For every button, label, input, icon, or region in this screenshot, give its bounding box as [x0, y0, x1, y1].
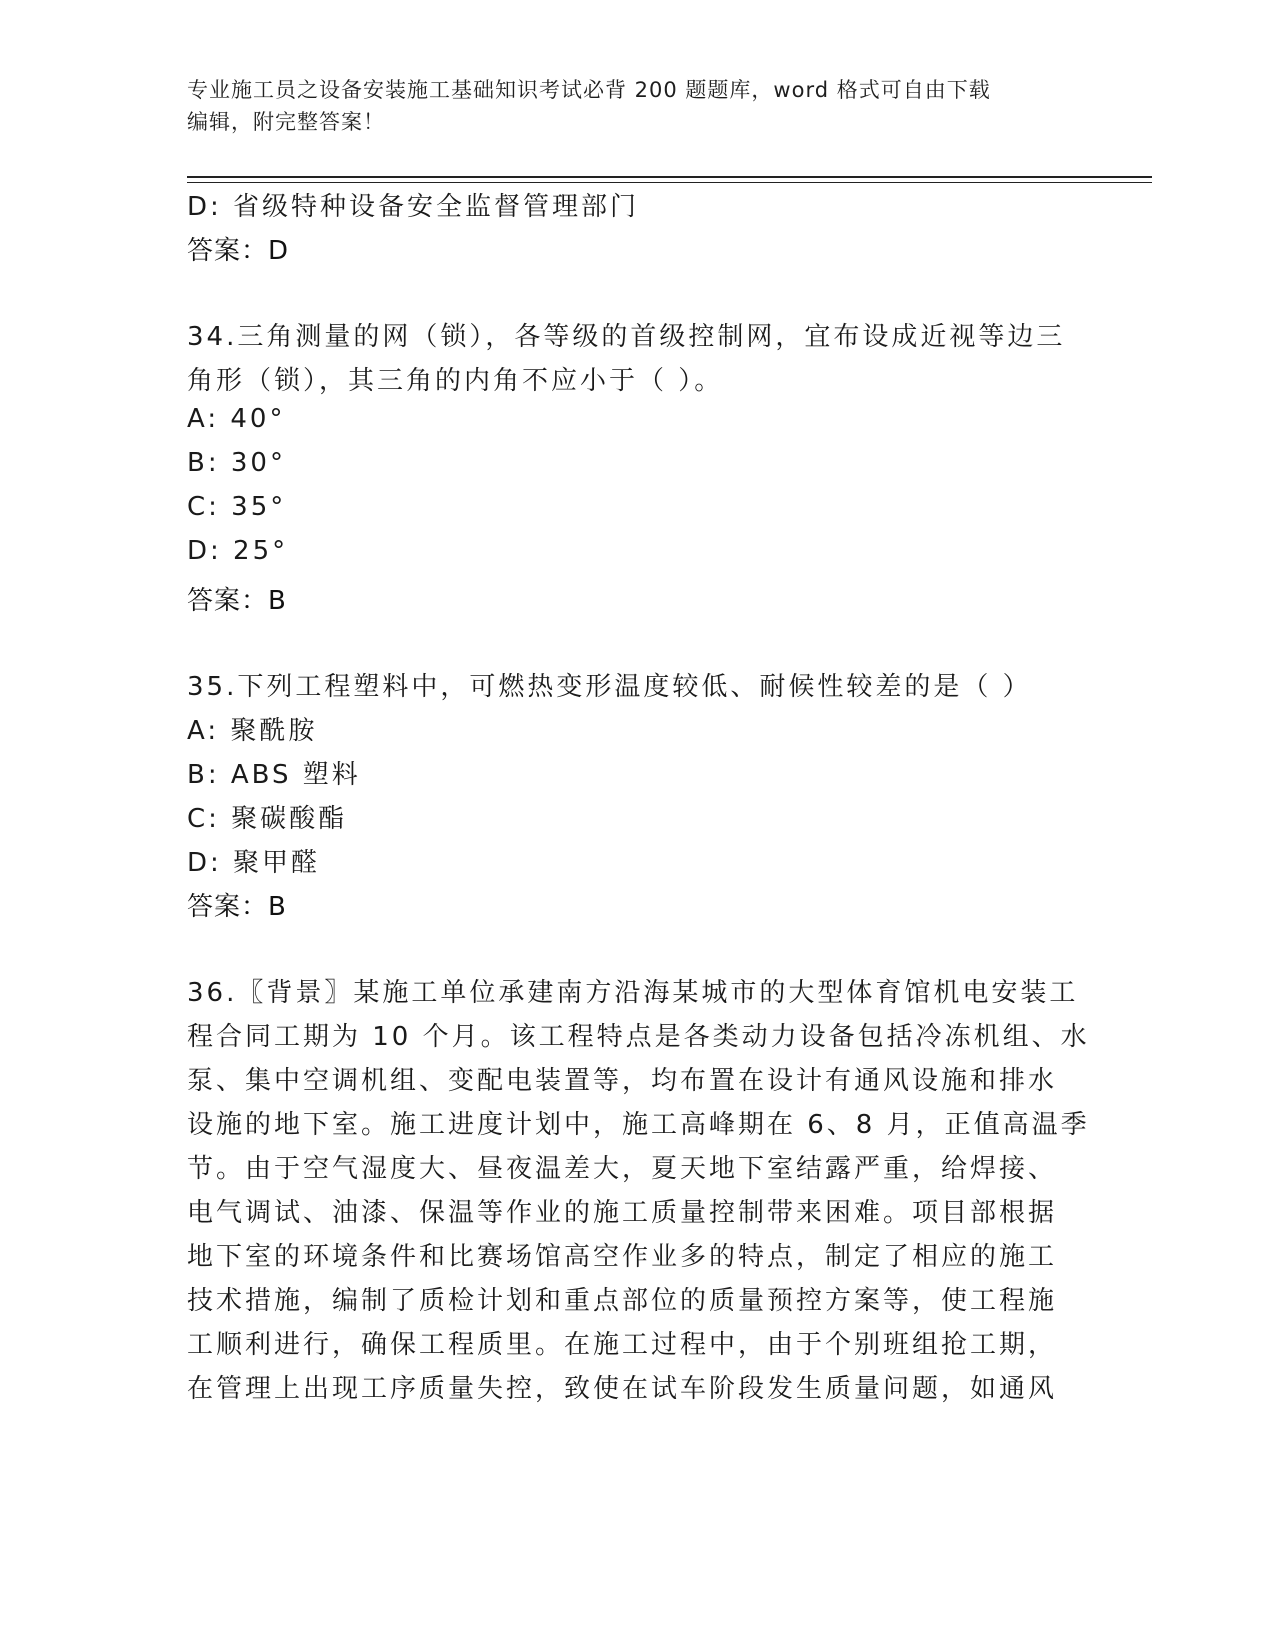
- q36-line-3: 泵、集中空调机组、变配电装置等，均布置在设计有通风设施和排水: [187, 1066, 1058, 1096]
- q36-line-7: 地下室的环境条件和比赛场馆高空作业多的特点，制定了相应的施工: [187, 1242, 1058, 1272]
- q34-stem-line-2: 角形（锁），其三角的内角不应小于（ ）。: [187, 366, 724, 396]
- q34-answer: 答案：B: [187, 586, 287, 616]
- header-line-1: 专业施工员之设备安装施工基础知识考试必背 200 题题库，word 格式可自由下载: [187, 78, 991, 102]
- q34-option-c: C: 35°: [187, 492, 287, 522]
- q35-option-b: B: ABS 塑料: [187, 760, 361, 790]
- document-header: [187, 74, 1067, 138]
- header-divider-thin: [187, 182, 1152, 183]
- header-line-2: 编辑，附完整答案！: [187, 110, 385, 134]
- q35-option-d: D: 聚甲醛: [187, 848, 321, 878]
- q34-stem-line-1: 34.三角测量的网（锁），各等级的首级控制网，宜布设成近视等边三: [187, 322, 1066, 352]
- q34-option-a: A: 40°: [187, 404, 286, 434]
- q36-line-5: 节。由于空气湿度大、昼夜温差大，夏天地下室结露严重，给焊接、: [187, 1154, 1058, 1184]
- q36-line-9: 工顺利进行，确保工程质里。在施工过程中，由于个别班组抢工期，: [187, 1330, 1058, 1360]
- q35-answer: 答案：B: [187, 892, 287, 922]
- q33-answer: 答案：D: [187, 236, 290, 266]
- q35-option-a: A: 聚酰胺: [187, 716, 318, 746]
- q33-option-d: D: 省级特种设备安全监督管理部门: [187, 192, 640, 222]
- q36-line-6: 电气调试、油漆、保温等作业的施工质量控制带来困难。项目部根据: [187, 1198, 1058, 1228]
- q36-line-10: 在管理上出现工序质量失控，致使在试车阶段发生质量问题，如通风: [187, 1374, 1058, 1404]
- header-divider-thick: [187, 176, 1152, 178]
- q36-line-2: 程合同工期为 10 个月。该工程特点是各类动力设备包括冷冻机组、水: [187, 1022, 1090, 1052]
- q34-option-b: B: 30°: [187, 448, 286, 478]
- q36-line-4: 设施的地下室。施工进度计划中，施工高峰期在 6、8 月，正值高温季: [187, 1110, 1090, 1140]
- q35-option-c: C: 聚碳酸酯: [187, 804, 348, 834]
- q36-line-8: 技术措施，编制了质检计划和重点部位的质量预控方案等，使工程施: [187, 1286, 1058, 1316]
- q36-line-1: 36.〖背景〗某施工单位承建南方沿海某城市的大型体育馆机电安装工: [187, 978, 1079, 1008]
- q34-option-d: D: 25°: [187, 536, 289, 566]
- q35-stem: 35.下列工程塑料中，可燃热变形温度较低、耐候性较差的是（ ）: [187, 672, 1032, 702]
